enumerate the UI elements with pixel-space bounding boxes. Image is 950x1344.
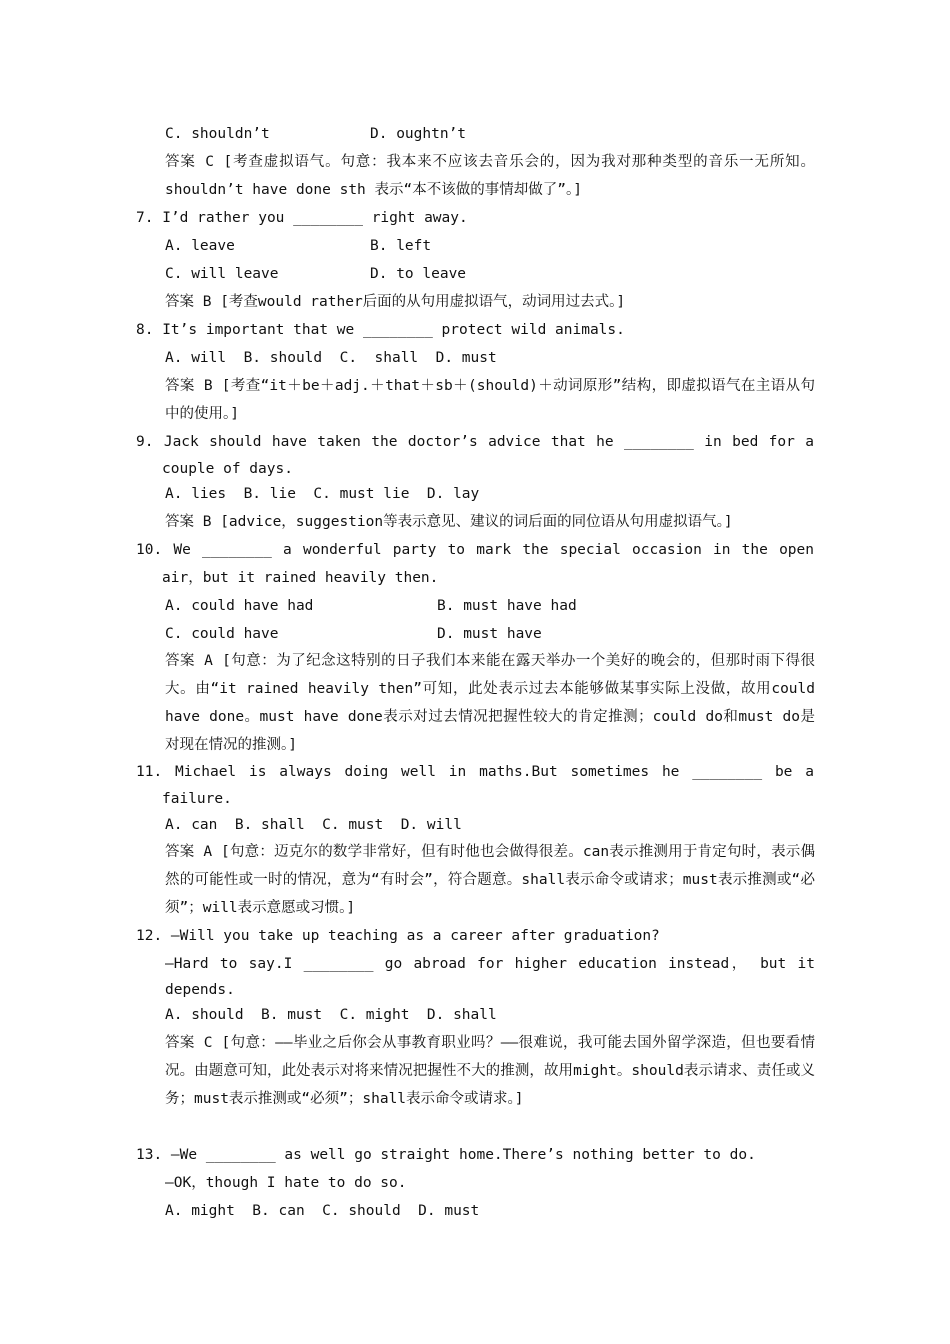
q7-option-a: A. leave [165, 238, 235, 254]
q10-option-d: D. must have [437, 626, 542, 642]
q10-answer: 答案 A [句意：为了纪念这特别的日子我们本来能在露天举办一个美好的晚会的，但那时雨下得很大。由“it rained heavily then”可知，此处表示过去本能够做某事实际上没做，故用could have done。must have done表示对过去情况把握性较大的肯定推测；could do和must do是对现在情况的推测。] [165, 653, 815, 753]
q13-stem: 13. —We ________ as well go straight home.There’s nothing better to do. [136, 1147, 756, 1163]
q10-option-c: C. could have [165, 626, 279, 642]
q6-option-c: C. shouldn’t [165, 126, 270, 142]
q11-stem-line2: failure. [162, 791, 232, 807]
q8-stem: 8. It’s important that we ________ protect wild animals. [136, 322, 625, 338]
q12-reply-line1: —Hard to say.I ________ go abroad for higher education instead， but it [165, 956, 815, 972]
q11-options: A. can B. shall C. must D. will [165, 817, 462, 833]
q9-options: A. lies B. lie C. must lie D. lay [165, 486, 480, 502]
q7-option-b: B. left [370, 238, 432, 254]
q13-options: A. might B. can C. should D. must [165, 1203, 480, 1219]
q7-option-c: C. will leave [165, 266, 279, 282]
q10-stem-line2: air，but it rained heavily then. [162, 570, 439, 586]
q9-stem-line2: couple of days. [162, 461, 293, 477]
q7-answer: 答案 B [考查would rather后面的从句用虚拟语气，动词用过去式。] [165, 294, 626, 310]
q12-answer: 答案 C [句意：——毕业之后你会从事教育职业吗？——很难说，我可能去国外留学深造，但也要看情况。由题意可知，此处表示对将来情况把握性不大的推测，故用might。should表示请求、责任或义务；must表示推测或“必须”；shall表示命令或请求。] [165, 1035, 815, 1107]
q10-option-a: A. could have had [165, 598, 314, 614]
q11-stem-line1: 11. Michael is always doing well in maths.But sometimes he ________ be a [136, 764, 814, 780]
q12-options: A. should B. must C. might D. shall [165, 1007, 497, 1023]
q13-reply: —OK，though I hate to do so. [165, 1175, 407, 1191]
q10-stem-line1: 10. We ________ a wonderful party to mark the special occasion in the open [136, 542, 814, 558]
q7-stem: 7. I’d rather you ________ right away. [136, 210, 468, 226]
q12-reply-line2: depends. [165, 982, 235, 998]
q9-stem-line1: 9. Jack should have taken the doctor’s advice that he ________ in bed for a [136, 434, 814, 450]
q10-option-b: B. must have had [437, 598, 577, 614]
q8-answer: 答案 B [考查“it＋be＋adj.＋that＋sb＋(should)＋动词原形”结构，即虚拟语气在主语从句中的使用。] [165, 378, 815, 422]
q6-answer: 答案 C [考查虚拟语气。句意：我本来不应该去音乐会的，因为我对那种类型的音乐一无所知。shouldn’t have done sth 表示“本不该做的事情却做了”。] [165, 154, 815, 198]
q8-options: A. will B. should C. shall D. must [165, 350, 497, 366]
q12-stem: 12. —Will you take up teaching as a career after graduation? [136, 928, 660, 944]
q11-answer: 答案 A [句意：迈克尔的数学非常好，但有时他也会做得很差。can表示推测用于肯定句时，表示偶然的可能性或一时的情况，意为“有时会”，符合题意。shall表示命令或请求；must表示推测或“必须”；will表示意愿或习惯。] [165, 844, 815, 916]
q9-answer: 答案 B [advice，suggestion等表示意见、建议的词后面的同位语从句用虚拟语气。] [165, 514, 733, 530]
q6-option-d: D. oughtn’t [370, 126, 467, 142]
q7-option-d: D. to leave [370, 266, 467, 282]
